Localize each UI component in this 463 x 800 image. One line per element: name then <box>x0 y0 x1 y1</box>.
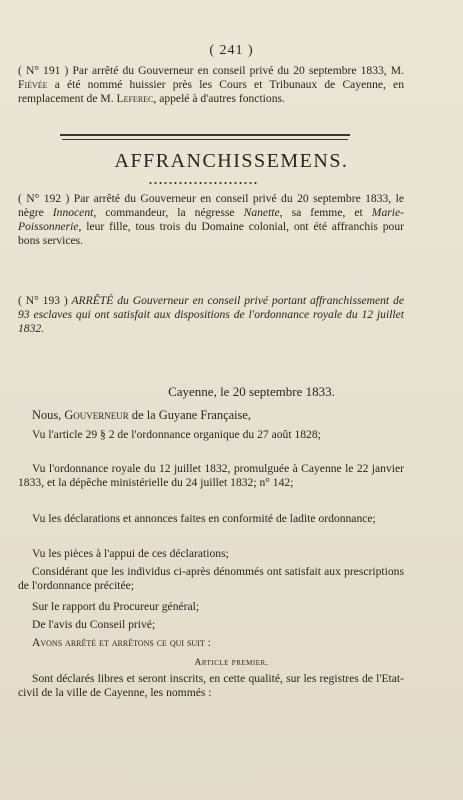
person-name: Fiévée <box>18 78 48 91</box>
notice-number: ( N° 191 ) <box>18 64 69 77</box>
vu-declarations: Vu les déclarations et annonces faites en conformité de ladite ordonnance; <box>32 512 376 525</box>
notice-191: ( N° 191 ) Par arrêté du Gouverneur en conseil privé du 20 septembre 1833, M. Fiévée a été nommé huissier près les Cours et Tribunaux de Cayenne, en remplacement de M. Leferec, appelé à d'autres fonctions. <box>18 64 404 105</box>
article-heading: Article premier. <box>194 658 269 668</box>
page-number: ( 241 ) <box>209 43 254 58</box>
person-name: Marie-Poissonnerie <box>18 206 404 233</box>
considerant: Considérant que les individus ci-après dénommés ont satisfait aux prescriptions de l'ordonnance précitée; <box>18 565 404 592</box>
notice-number: ( N° 192 ) <box>18 192 70 205</box>
avons-arrete: Avons arrêté et arrêtons ce qui suit : <box>32 636 211 649</box>
notice-192: ( N° 192 ) Par arrêté du Gouverneur en conseil privé du 20 septembre 1833, le nègre Innocent, commandeur, la négresse Nanette, sa femme, et Marie-Poissonnerie, leur fille, tous trois du Domaine colonial, ont été affranchis pour bons services. <box>18 192 404 247</box>
notice-193 <box>18 294 404 336</box>
divider-rule <box>62 139 348 140</box>
dateline: Cayenne, le 20 septembre 1833. <box>168 384 335 399</box>
person-name: Innocent <box>52 206 94 219</box>
vu-ordonnance: Vu l'ordonnance royale du 12 juillet 1832, promulguée à Cayenne le 22 janvier 1833, et la dépêche ministérielle du 24 juillet 1832; n° 142; <box>18 462 404 489</box>
vu-pieces: Vu les pièces à l'appui de ces déclarations; <box>32 547 229 560</box>
ornament-divider <box>148 181 258 185</box>
preamble: Nous, Gouverneur de la Guyane Française, <box>32 408 251 422</box>
avis: De l'avis du Conseil privé; <box>32 618 156 631</box>
article-text: Sont déclarés libres et seront inscrits, en cette qualité, sur les registres de l'Etat-civil de la ville de Cayenne, les nommés : <box>18 672 404 699</box>
vu-article: Vu l'article 29 § 2 de l'ordonnance organique du 27 août 1828; <box>32 428 321 441</box>
notice-number: ( N° 193 ) <box>18 294 68 307</box>
section-title: AFFRANCHISSEMENS. <box>114 150 349 172</box>
divider-rule <box>60 134 350 136</box>
decree-title: ARRÊTÉ <box>67 294 114 307</box>
person-name: Leferec <box>116 92 154 105</box>
decree-subtitle: du Gouverneur en conseil privé portant affranchissement de 93 esclaves qui ont satisfait aux dispositions de l'ordonnance royale du 12 juillet 1832. <box>18 294 404 335</box>
rapport: Sur le rapport du Procureur général; <box>32 600 200 613</box>
person-name: Nanette <box>243 206 280 219</box>
